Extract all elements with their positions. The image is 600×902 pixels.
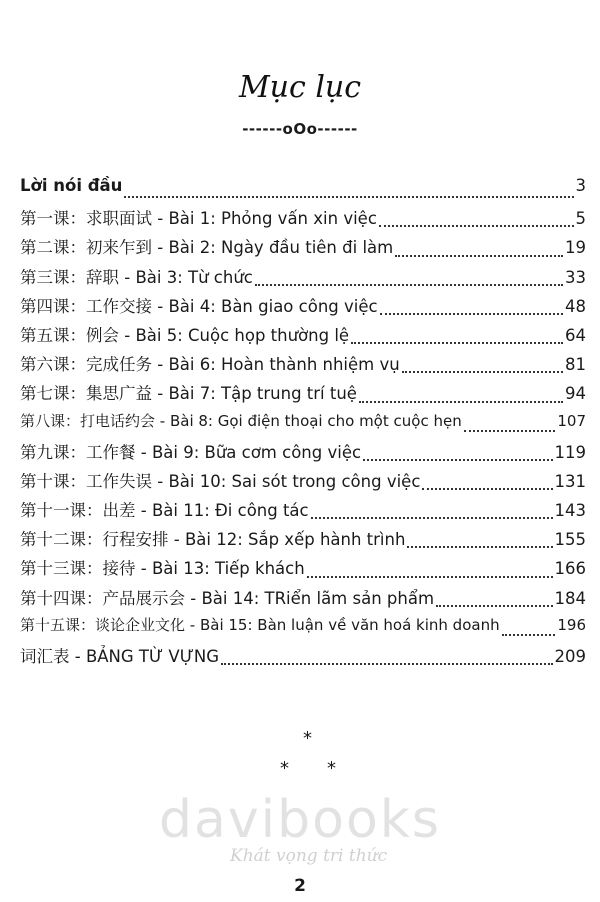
toc-entry-chinese: 第七课：集思广益 (20, 384, 152, 404)
toc-entry-chinese: 第二课：初来乍到 (20, 238, 152, 258)
toc-entry[interactable] (20, 264, 586, 293)
title-divider: ------oOo------ (242, 120, 358, 138)
dot-leader (359, 400, 563, 403)
asterisk-icon: * (303, 728, 312, 749)
toc-entry-chinese: 第四课：工作交接 (20, 296, 152, 316)
dot-leader (502, 633, 556, 636)
toc-entry-label (20, 526, 405, 550)
page-title: Mục lục (238, 70, 362, 105)
toc-entry-vietnamese: - Bài 1: Phỏng vấn xin việc (152, 209, 377, 229)
dot-leader (422, 487, 552, 490)
toc-entry-chinese: 第九课：工作餐 (20, 442, 136, 462)
toc-entry-label (20, 264, 253, 288)
toc-entry-vietnamese: - Bài 8: Gọi điện thoại cho một cuộc hẹn (155, 411, 462, 430)
toc-entry-page: 143 (554, 501, 586, 521)
toc-entry-label (20, 205, 377, 229)
dot-leader (307, 575, 553, 578)
toc-entry[interactable] (20, 468, 586, 497)
toc-entry-vietnamese: - Bài 15: Bàn luận về văn hoá kinh doanh (185, 615, 500, 634)
dot-leader (255, 283, 563, 286)
toc-entry-chinese: 第十五课：谈论企业文化 (20, 615, 186, 634)
toc-entry-chinese: 第十一课：出差 (20, 501, 136, 521)
toc-entry-vietnamese: - Bài 4: Bàn giao công việc (152, 296, 378, 316)
toc-entry-label (20, 468, 420, 492)
toc-entry[interactable] (20, 293, 586, 322)
toc-entry-chinese: 第八课：打电话约会 (20, 411, 156, 430)
toc-entry-page: 81 (565, 355, 586, 375)
toc-entry-page: 94 (565, 384, 586, 404)
toc-entry-vietnamese: - Bài 13: Tiếp khách (135, 559, 305, 579)
toc-entry-chinese: 第十四课：产品展示会 (20, 588, 185, 608)
toc-entry-label (20, 497, 309, 521)
toc-entry[interactable] (20, 555, 586, 584)
dot-leader (351, 341, 563, 344)
toc-entry[interactable] (20, 410, 586, 439)
toc-entry-page: 119 (554, 442, 586, 462)
toc-entry-label (20, 293, 378, 317)
toc-entry-label (20, 351, 400, 375)
toc-entry-vietnamese: - Bài 3: Từ chức (119, 267, 253, 287)
toc-entry-page: 64 (565, 325, 586, 345)
toc-entry-label: Lời nói đầu (20, 176, 123, 195)
toc-entry[interactable] (20, 351, 586, 380)
asterisk-icon: * (280, 758, 289, 779)
dot-leader (407, 545, 552, 548)
dot-leader (311, 516, 553, 519)
toc-entry[interactable] (20, 585, 586, 614)
dot-leader (436, 604, 552, 607)
publisher-watermark: davibooks (159, 790, 441, 850)
toc-entry-page: 19 (565, 238, 586, 258)
toc-entry-vietnamese: - Bài 6: Hoàn thành nhiệm vụ (152, 355, 400, 375)
toc-entry-page: 3 (575, 176, 586, 195)
toc-entry-label (20, 410, 462, 431)
toc-entry[interactable] (20, 614, 586, 643)
toc-entry-page: 5 (575, 209, 586, 229)
toc-entry-vietnamese: - Bài 9: Bữa cơm công việc (135, 442, 362, 462)
toc-entry-chinese: 第五课：例会 (20, 325, 119, 345)
toc-entry-page: 155 (554, 530, 586, 550)
toc-entry-label (20, 439, 361, 463)
toc-entry[interactable] (20, 205, 586, 234)
toc-entry-label (20, 234, 393, 258)
toc-entry-chinese: 第六课：完成任务 (20, 355, 152, 375)
toc-entry-page: 48 (565, 296, 586, 316)
toc-entry[interactable] (20, 643, 586, 672)
toc-entry[interactable] (20, 234, 586, 263)
dot-leader (380, 312, 563, 315)
toc-entry-label (20, 380, 357, 404)
toc-entry-vietnamese: - Bài 14: TRiển lãm sản phẩm (185, 588, 435, 608)
toc-entry-vietnamese: - Bài 11: Đi công tác (135, 501, 309, 521)
toc-entry-chinese: 第十课：工作失误 (20, 471, 152, 491)
toc-entry-vietnamese: - Bài 12: Sắp xếp hành trình (168, 530, 406, 550)
toc-entry-page: 131 (554, 471, 586, 491)
toc-entry-page: 107 (557, 411, 586, 430)
toc-entry[interactable] (20, 497, 586, 526)
toc-entry-label (20, 585, 434, 609)
toc-entry-chinese: 第三课：辞职 (20, 267, 119, 287)
toc-entry-chinese: 第一课：求职面试 (20, 209, 152, 229)
dot-leader (363, 458, 552, 461)
dot-leader (395, 254, 563, 257)
toc-entry[interactable] (20, 526, 586, 555)
toc-entry-vietnamese: - Bài 5: Cuộc họp thường lệ (119, 325, 350, 345)
toc-entry-vietnamese: - Bài 2: Ngày đầu tiên đi làm (152, 238, 394, 258)
dot-leader (402, 370, 563, 373)
dot-leader (379, 224, 574, 227)
toc-entry-vietnamese: - BẢNG TỪ VỰNG (69, 647, 219, 666)
table-of-contents (20, 176, 586, 672)
toc-entry-vietnamese: - Bài 10: Sai sót trong công việc (152, 471, 421, 491)
dot-leader (464, 429, 556, 432)
toc-entry-chinese: 第十二课：行程安排 (20, 530, 169, 550)
page-number: 2 (294, 876, 306, 896)
toc-entry-page: 166 (554, 559, 586, 579)
publisher-tagline: Khát vọng tri thức (230, 846, 388, 866)
toc-entry-chinese: 第十三课：接待 (20, 559, 136, 579)
toc-entry-page: 184 (554, 588, 586, 608)
toc-entry[interactable] (20, 439, 586, 468)
toc-entry-chinese: 词汇表 (20, 647, 70, 666)
dot-leader (124, 195, 573, 198)
asterisk-icon: * (327, 758, 336, 779)
toc-entry[interactable] (20, 380, 586, 409)
toc-entry-page: 33 (565, 267, 586, 287)
toc-entry-page: 196 (557, 615, 586, 634)
toc-entry-label (20, 614, 500, 635)
dot-leader (221, 662, 553, 665)
toc-entry-vietnamese: - Bài 7: Tập trung trí tuệ (152, 384, 357, 404)
toc-entry[interactable] (20, 176, 586, 205)
toc-entry[interactable] (20, 322, 586, 351)
toc-entry-label (20, 643, 219, 667)
toc-entry-page: 209 (554, 647, 586, 666)
toc-entry-label (20, 555, 305, 579)
toc-entry-label (20, 322, 349, 346)
